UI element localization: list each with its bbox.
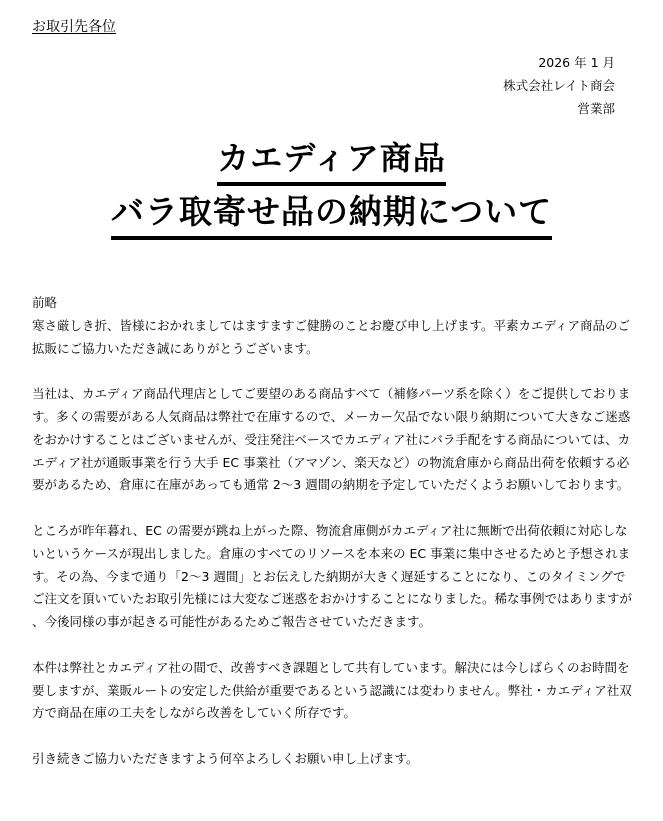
document-title: [0, 138, 663, 240]
company-name: 株式会社レイト商会: [503, 78, 615, 93]
opening-word: 前略: [32, 295, 58, 310]
issue-date: 2026 年 1 月: [538, 55, 615, 70]
paragraph-3: 本件は弊社とカエディア社の間で、改善すべき課題として共有しています。解決には今しばらくのお時間を要しますが、業販ルートの安定した供給が重要であるという認識には変わりません。弊社・カエディア社双方で商品在庫の工夫をしながら改善をしていく所存です。: [32, 659, 632, 721]
sender-block: [503, 51, 615, 120]
letter-body: [32, 292, 634, 771]
title-line-1: カエディア商品: [217, 138, 445, 186]
department-name: 営業部: [577, 101, 615, 116]
greeting-paragraph: 寒さ厳しき折、皆様におかれましてはますますご健勝のことお慶び申し上げます。平素カエディア商品のご拡販にご協力いただき誠にありがとうございます。: [32, 317, 631, 356]
closing-line: 引き続きご協力いただきますよう何卒よろしくお願い申し上げます。: [32, 750, 419, 766]
recipient-line: お取引先各位: [32, 19, 116, 35]
title-line-2: バラ取寄せ品の納期について: [111, 192, 552, 240]
paragraph-1: 当社は、カエディア商品代理店としてご要望のある商品すべて（補修パーツ系を除く）をご提供しております。多くの需要がある人気商品は弊社で在庫するので、メーカー欠品でない限り納期について大きなご迷惑をおかけすることはございませんが、受注発注ベースでカエディア社にバラ手配をする商品については、カエディア社が通販事業を行う大手 EC 事業社（アマゾン、楽天など）の物流倉庫から商品出荷を依頼する必要があるため、倉庫に在庫があっても通常 2～3 週間の納期を予定していただくようお願いしております。: [32, 386, 631, 493]
paragraph-2: ところが昨年暮れ、EC の需要が跳ね上がった際、物流倉庫側がカエディア社に無断で出荷依頼に対応しないというケースが現出しました。倉庫のすべてのリソースを本来の EC 事業に集中させるためと予想されます。その為、今まで通り「2～3 週間」とお伝えした納期が大きく遅延することになり、このタイミングでご注文を頂いていたお取引先様には大変なご迷惑をおかけすることになりました。稀な事例ではありますが、今後同様の事が起きる可能性があるためご報告させていただきます。: [32, 522, 633, 630]
